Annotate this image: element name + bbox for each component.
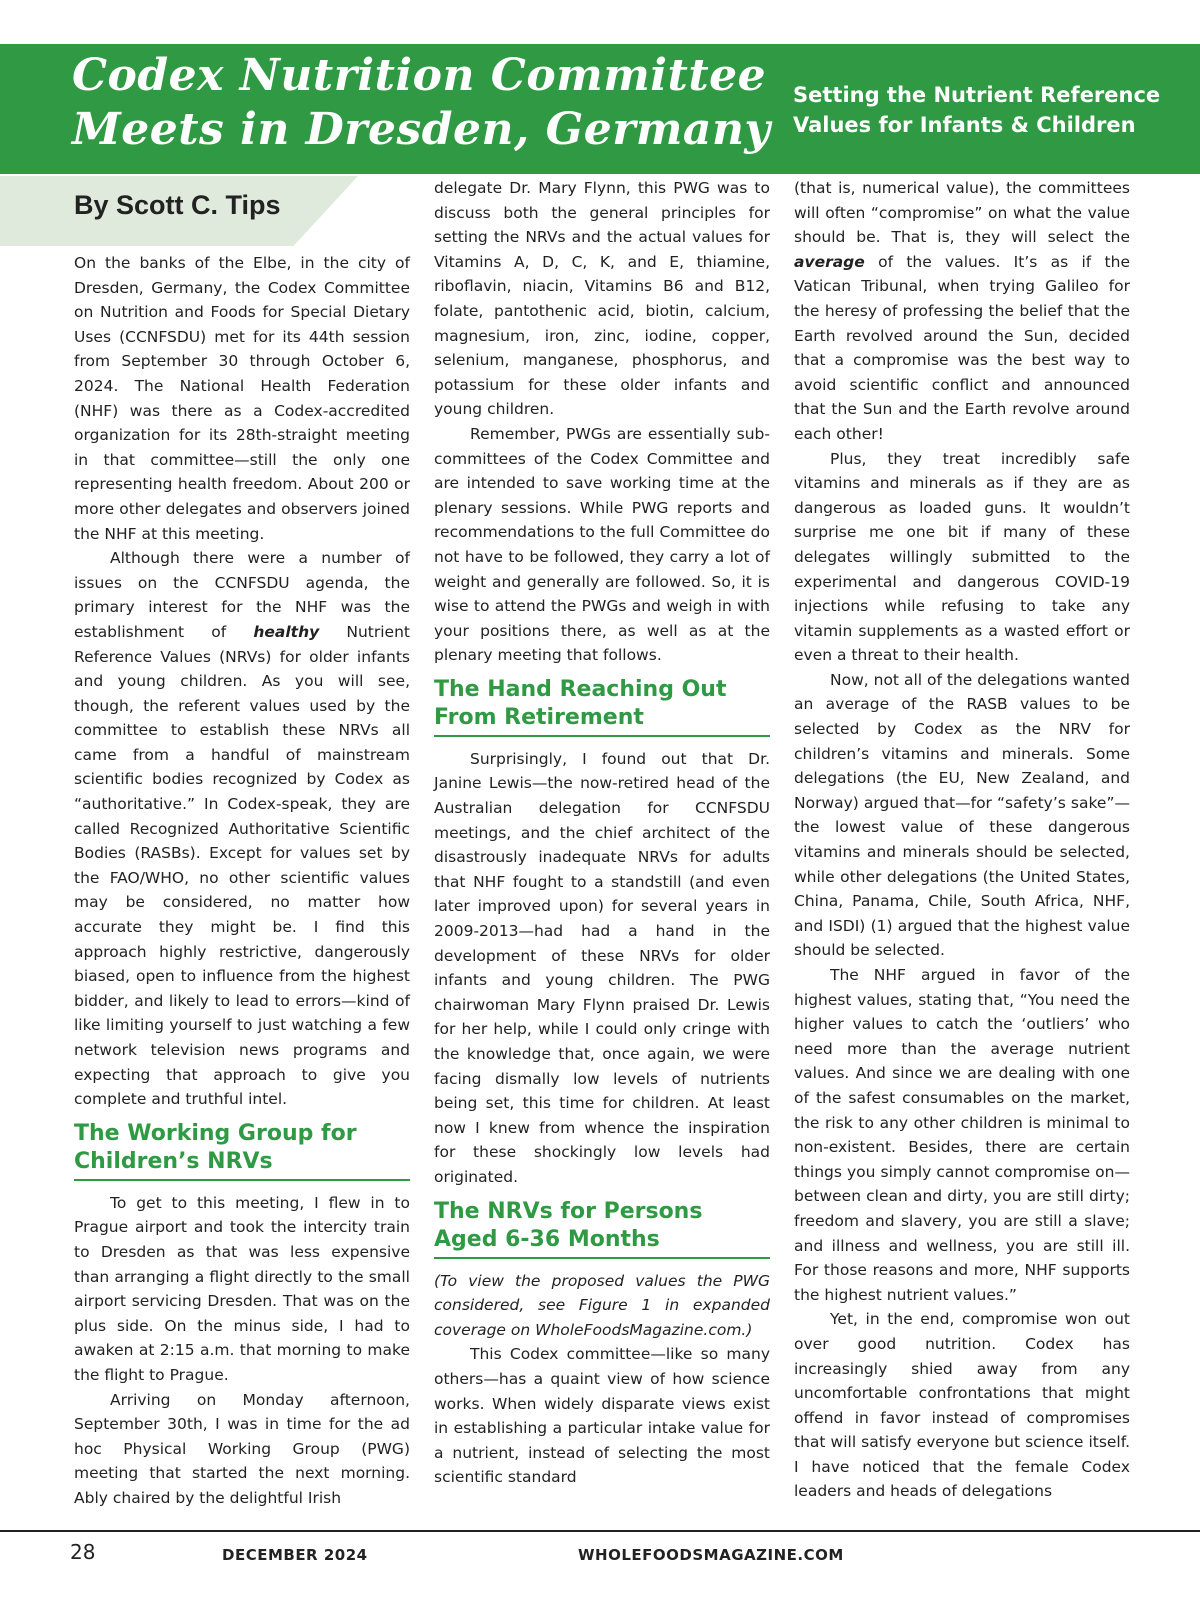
article-subtitle-line-1: Setting the Nutrient Reference	[793, 83, 1161, 107]
paragraph: This Codex committee—like so many others—has a quaint view of how science works. When widely disparate views exist in establishing a particular intake value for a nutrient, instead of selecting the most scientific standard	[434, 1345, 770, 1487]
paragraph: Now, not all of the delegations wanted an average of the RASB values to be selected by Codex as the NRV for children’s vitamins and minerals. Some delegations (the EU, New Zealand, and Norway) argued that—for “safety’s sake”—the lowest value of these dangerous vitamins and minerals should be selected, while other delegations (the United States, China, Panama, Chile, South Africa, NHF, and ISDI) (1) argued that the highest value should be selected.	[794, 670, 1130, 960]
paragraph: The NHF argued in favor of the highest values, stating that, “You need the higher values to catch the ‘outliers’ who need more than the average nutrient values. And since we are dealing with one of the safest consumables on the market, the risk to any other children is minimal to non-existent. Besides, there are certain things you simply cannot compromise on—between clean and dirty, you are still dirty; freedom and slavery, you are still a slave; and illness and wellness, you are still ill. For those reasons and more, NHF supports the highest nutrient values.”	[794, 966, 1130, 1304]
article-title	[72, 49, 772, 157]
figure-note: (To view the proposed values the PWG considered, see Figure 1 in expanded coverage on WholeFoodsMagazine.com.)	[434, 1271, 770, 1339]
issue-date: DECEMBER 2024	[222, 1546, 368, 1564]
paragraph: delegate Dr. Mary Flynn, this PWG was to discuss both the general principles for setting the NRVs and the actual values for Vitamins A, D, C, K, and E, thiamine, riboflavin, niacin, Vitamins B6 and B12, folate, pantothenic acid, biotin, calcium, magnesium, iron, zinc, iodine, copper, selenium, manganese, phosphorus, and potassium for these older infants and young children.	[434, 179, 770, 419]
emphasis: average	[794, 252, 865, 271]
paragraph: Remember, PWGs are essentially sub-committees of the Codex Committee and are intended to save working time at the plenary sessions. While PWG reports and recommendations to the full Committee do not have to be followed, they carry a lot of weight and generally are followed. So, it is wise to attend the PWGs and weigh in with your positions there, as well as at the plenary meeting that follows.	[434, 424, 770, 665]
paragraph: Yet, in the end, compromise won out over good nutrition. Codex has increasingly shied away from any uncomfortable confrontations that might offend in favor instead of compromises that will satisfy everyone but science itself. I have noticed that the female Codex leaders and heads of delegations	[794, 1310, 1130, 1501]
emphasis: healthy	[253, 622, 320, 641]
website-link[interactable]: WHOLEFOODSMAGAZINE.COM	[578, 1546, 844, 1564]
article-column-1	[74, 251, 410, 1511]
page-number: 28	[70, 1540, 96, 1564]
article-subtitle-line-2: Values for Infants & Children	[793, 113, 1136, 137]
paragraph: (that is, numerical value), the committees will often “compromise” on what the value should be. That is, they will select the average of the values. It’s as if the Vatican Tribunal, when trying Galileo for the heresy of professing the belief that the Earth revolved around the Sun, decided that a compromise was the best way to avoid scientific conflict and announced that the Sun and the Earth revolve around each other!	[794, 179, 1130, 443]
paragraph: Although there were a number of issues on the CCNFSDU agenda, the primary interest for the NHF was the establishment of healthy Nutrient Reference Values (NRVs) for older infants and young children. As you will see, though, the referent values used by the committee to establish these NRVs all came from a handful of mainstream scientific bodies recognized by Codex as “authoritative.” In Codex-speak, they are called Recognized Authoritative Scientific Bodies (RASBs). Except for values set by the FAO/WHO, no other scientific values may be considered, no matter how accurate they might be. I find this approach highly restrictive, dangerously biased, open to influence from the highest bidder, and likely to lead to errors—kind of like limiting yourself to just watching a few network television news programs and expecting that approach to give you complete and truthful intel.	[74, 549, 410, 1109]
article-column-3	[794, 176, 1130, 1504]
paragraph: To get to this meeting, I flew in to Prague airport and took the intercity train to Dresden as that was less expensive than arranging a flight directly to the small airport servicing Dresden. That was on the plus side. On the minus side, I had to awaken at 2:15 a.m. that morning to make the flight to Prague.	[74, 1193, 410, 1384]
article-column-2	[434, 176, 770, 1490]
paragraph: Surprisingly, I found out that Dr. Janine Lewis—the now-retired head of the Australian delegation for CCNFSDU meetings, and the chief architect of the disastrously inadequate NRVs for adults that NHF fought to a standstill (and even later improved upon) for several years in 2009-2013—had had a hand in the development of these NRVs for older infants and young children. The PWG chairwoman Mary Flynn praised Dr. Lewis for her help, while I could only cringe with the knowledge that, once again, we were facing dismally low levels of nutrients being set, this time for children. At least now I knew from whence the inspiration for these shockingly low levels had originated.	[434, 749, 770, 1186]
section-heading: The Hand Reaching Out From Retirement	[434, 676, 770, 737]
paragraph: Arriving on Monday afternoon, September 30th, I was in time for the ad hoc Physical Working Group (PWG) meeting that started the next morning. Ably chaired by the delightful Irish	[74, 1390, 410, 1507]
article-title-line-1: Codex Nutrition Committee	[72, 50, 767, 101]
article-title-line-2: Meets in Dresden, Germany	[72, 104, 771, 155]
section-heading: The Working Group for Children’s NRVs	[74, 1120, 410, 1181]
paragraph: On the banks of the Elbe, in the city of Dresden, Germany, the Codex Committee on Nutrition and Foods for Special Dietary Uses (CCNFSDU) met for its 44th session from September 30 through October 6, 2024. The National Health Federation (NHF) was there as a Codex-accredited organization for its 28th-straight meeting in that committee—still the only one representing health freedom. About 200 or more other delegates and observers joined the NHF at this meeting.	[74, 254, 410, 543]
author-byline: By Scott C. Tips	[74, 190, 281, 220]
footer-divider	[0, 1530, 1200, 1532]
paragraph: Plus, they treat incredibly safe vitamins and minerals as if they are as dangerous as loaded guns. It wouldn’t surprise me one bit if many of these delegates willingly submitted to the experimental and dangerous COVID-19 injections while refusing to take any vitamin supplements as a wasted effort or even a threat to their health.	[794, 449, 1130, 665]
article-subtitle	[793, 80, 1193, 140]
section-heading: The NRVs for Persons Aged 6-36 Months	[434, 1198, 770, 1259]
